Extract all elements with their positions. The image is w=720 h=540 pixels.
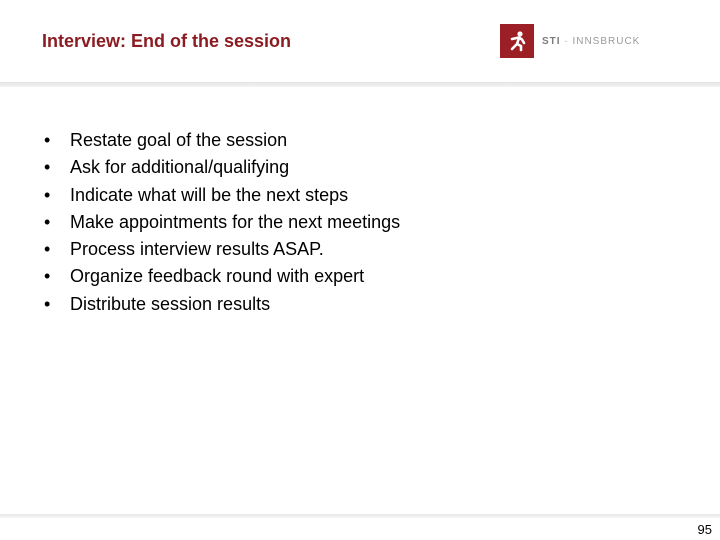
logo-location: INNSBRUCK	[572, 35, 641, 47]
bullet-text: Indicate what will be the next steps	[70, 184, 349, 205]
bullet-item	[44, 130, 400, 157]
bullet-marker: •	[44, 293, 51, 314]
bullet-item	[44, 212, 400, 239]
bullet-text: Process interview results ASAP.	[70, 239, 324, 260]
bullet-item	[44, 239, 400, 266]
bullet-item	[44, 185, 400, 212]
sti-innsbruck-logo	[500, 24, 640, 58]
logo-brand: STI	[542, 35, 561, 47]
logo-separator: ·	[560, 35, 573, 47]
bullet-marker: •	[44, 130, 51, 150]
logo-wordmark	[542, 36, 640, 47]
footer-divider	[0, 514, 720, 518]
slide-title: Interview: End of the session	[42, 31, 292, 51]
bullet-marker: •	[44, 266, 51, 287]
bullet-text: Distribute session results	[70, 293, 271, 314]
sti-figure-icon	[500, 24, 534, 58]
bullet-text: Make appointments for the next meetings	[70, 211, 401, 232]
bullet-item	[44, 266, 400, 293]
bullet-marker: •	[44, 157, 51, 178]
bullet-marker: •	[44, 211, 51, 232]
bullet-text: Restate goal of the session	[70, 130, 288, 150]
bullet-text: Organize feedback round with expert	[70, 266, 365, 287]
page-number: 95	[697, 522, 712, 537]
bullet-item	[44, 294, 400, 321]
bullet-marker: •	[44, 184, 51, 205]
bullet-list	[44, 130, 400, 321]
bullet-text: Ask for additional/qualifying	[70, 157, 290, 178]
bullet-marker: •	[44, 239, 51, 260]
header-divider	[0, 82, 720, 87]
bullet-item	[44, 157, 400, 184]
